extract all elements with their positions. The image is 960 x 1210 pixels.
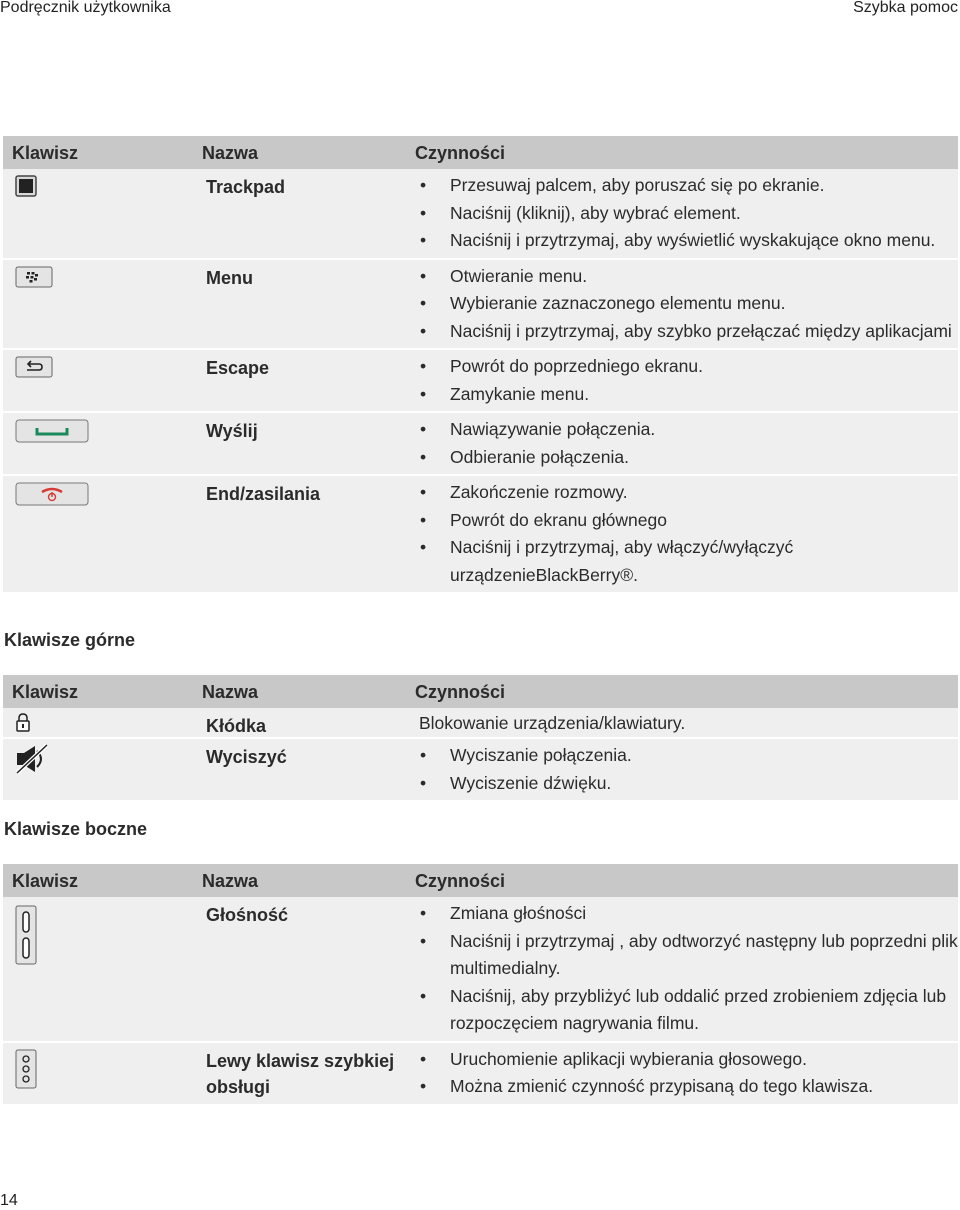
table-row [3, 476, 958, 594]
table-header [3, 864, 958, 897]
escape-key-icon [15, 356, 53, 383]
lock-icon [15, 713, 31, 738]
list-item: • Naciśnij i przytrzymaj, aby szybko przełączać między aplikacjami [416, 318, 958, 346]
table-row [3, 1043, 958, 1106]
mute-icon [15, 743, 49, 780]
volume-keys-icon [15, 905, 37, 970]
list-item: • Naciśnij i przytrzymaj, aby wyświetlić wyskakujące okno menu. [416, 227, 958, 255]
top-keys-table [3, 675, 958, 802]
table-row [3, 260, 958, 351]
key-name: Wyślij [206, 421, 258, 441]
page-number: 14 [0, 1192, 18, 1209]
key-name: Wyciszyć [206, 747, 287, 767]
send-key-icon [15, 419, 89, 448]
list-item: • Można zmienić czynność przypisaną do tego klawisza. [416, 1073, 958, 1101]
end-power-key-icon [15, 482, 89, 511]
table-row [3, 739, 958, 802]
list-item: • Wyciszenie dźwięku. [416, 770, 958, 798]
col-name-header: Nazwa [202, 682, 259, 702]
table-row [3, 350, 958, 413]
col-key-header: Klawisz [12, 143, 79, 163]
list-item: • Naciśnij i przytrzymaj , aby odtworzyć następny lub poprzedni plik multimedialny. [416, 928, 958, 983]
col-actions-header: Czynności [415, 682, 506, 702]
col-key-header: Klawisz [12, 871, 79, 891]
list-item: • Uruchomienie aplikacji wybierania głosowego. [416, 1046, 958, 1074]
list-item: • Naciśnij i przytrzymaj, aby włączyć/wyłączyć urządzenieBlackBerry®. [416, 534, 958, 589]
table-header [3, 675, 958, 708]
col-name-header: Nazwa [202, 143, 259, 163]
key-name: Głośność [206, 905, 289, 925]
section-heading-top-keys: Klawisze górne [4, 630, 136, 650]
col-actions-header: Czynności [415, 143, 506, 163]
list-item: • Zamykanie menu. [416, 381, 958, 409]
key-name: Menu [206, 267, 253, 288]
list-item: • Nawiązywanie połączenia. [416, 416, 958, 444]
key-name: Lewy klawisz szybkiej obsługi [206, 1050, 395, 1097]
main-keys-table [3, 136, 958, 594]
list-item: • Odbieranie połączenia. [416, 444, 958, 472]
table-row [3, 169, 958, 260]
list-item: • Naciśnij (kliknij), aby wybrać element. [416, 200, 958, 228]
list-item: • Otwieranie menu. [416, 263, 958, 291]
list-item: • Wyciszanie połączenia. [416, 742, 958, 770]
col-actions-header: Czynności [415, 871, 506, 891]
list-item: • Naciśnij, aby przybliżyć lub oddalić przed zrobieniem zdjęcia lub rozpoczęciem nagrywania filmu. [416, 983, 958, 1038]
table-row [3, 897, 958, 1043]
list-item: • Przesuwaj palcem, aby poruszać się po ekranie. [416, 172, 958, 200]
list-item: • Wybieranie zaznaczonego elementu menu. [416, 290, 958, 318]
key-name: End/zasilania [206, 484, 321, 504]
side-keys-table [3, 864, 958, 1106]
running-header-left: Podręcznik użytkownika [0, 0, 171, 16]
table-row [3, 413, 958, 476]
running-header-right: Szybka pomoc [853, 0, 958, 16]
list-item: • Zakończenie rozmowy. [416, 479, 958, 507]
list-item: • Powrót do ekranu głównego [416, 507, 958, 535]
action-text: Blokowanie urządzenia/klawiatury. [419, 713, 686, 733]
list-item: • Zmiana głośności [416, 900, 958, 928]
list-item: • Powrót do poprzedniego ekranu. [416, 353, 958, 381]
trackpad-icon [15, 175, 37, 202]
menu-key-icon [15, 266, 53, 293]
table-row [3, 708, 958, 739]
section-heading-side-keys: Klawisze boczne [4, 819, 148, 839]
convenience-key-icon [15, 1049, 37, 1094]
key-name: Trackpad [206, 177, 286, 197]
key-name: Escape [206, 358, 270, 378]
key-name: Kłódka [206, 716, 267, 736]
col-key-header: Klawisz [12, 682, 79, 702]
table-header [3, 136, 958, 169]
col-name-header: Nazwa [202, 871, 259, 891]
